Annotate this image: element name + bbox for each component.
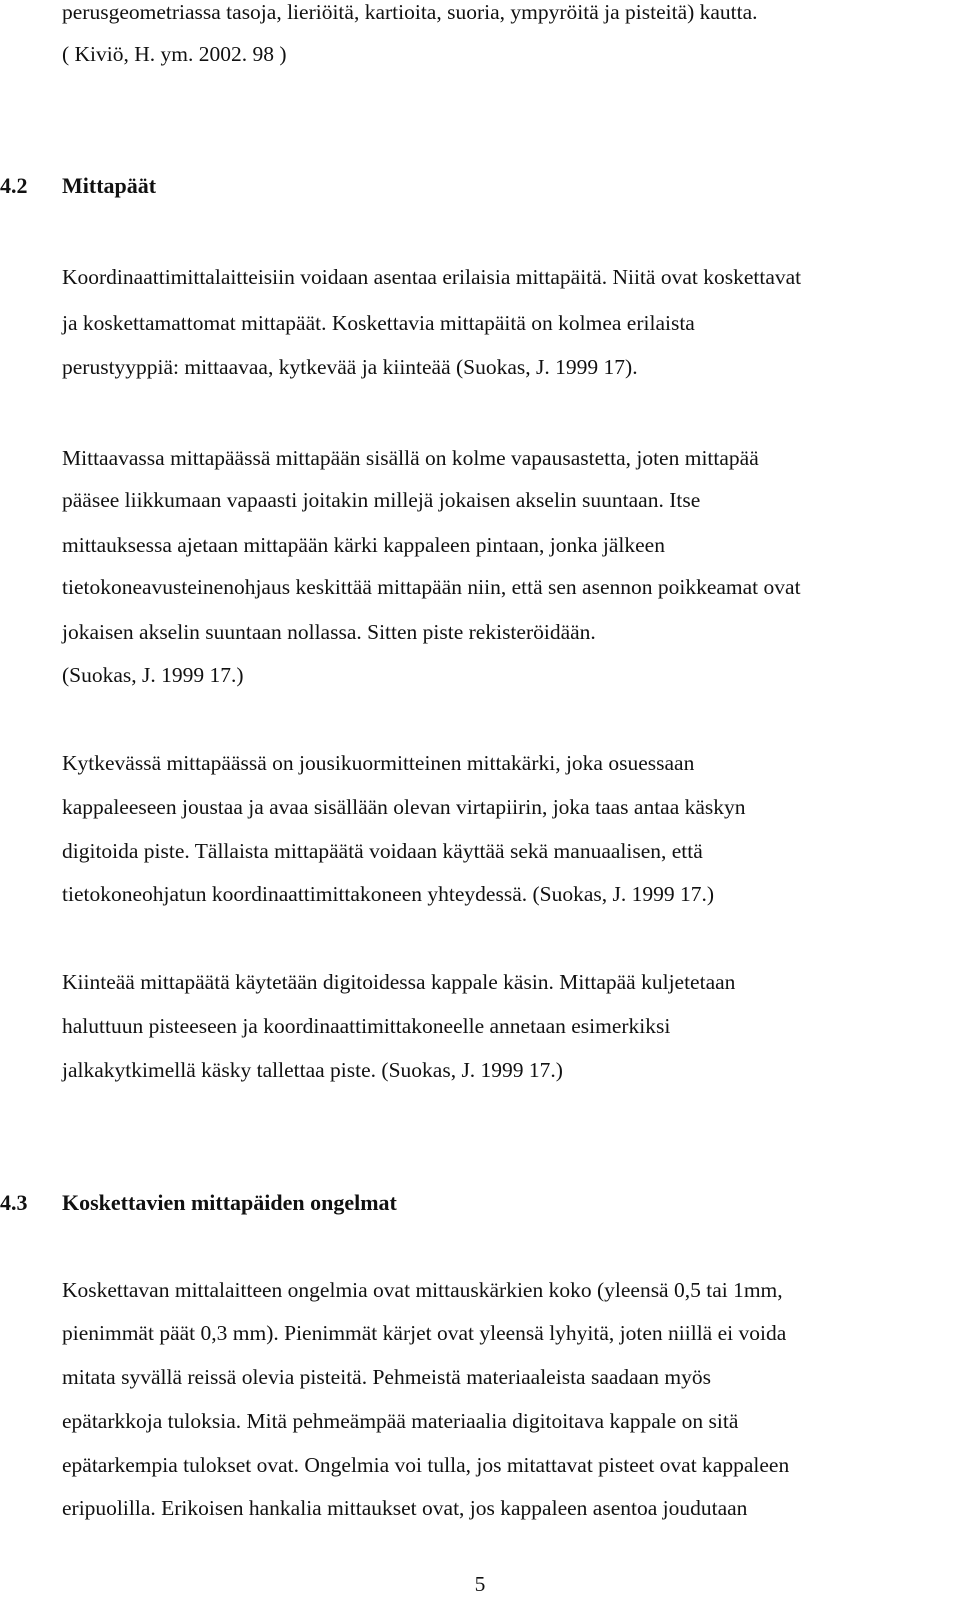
- text-line: Mittaavassa mittapäässä mittapään sisällä on kolme vapausastetta, joten mittapää: [62, 446, 759, 470]
- text-line: pienimmät päät 0,3 mm). Pienimmät kärjet ovat yleensä lyhyitä, joten niillä ei voida: [62, 1321, 787, 1345]
- text-line: Kiinteää mittapäätä käytetään digitoidessa kappale käsin. Mittapää kuljetetaan: [62, 970, 736, 994]
- text-line: (Suokas, J. 1999 17.): [62, 663, 244, 687]
- text-line: tietokoneavusteinenohjaus keskittää mittapään niin, että sen asennon poikkeamat ovat: [62, 575, 801, 599]
- intro-line-1: perusgeometriassa tasoja, lieriöitä, kartioita, suoria, ympyröitä ja pisteitä) kautta.: [62, 0, 758, 24]
- text-line: epätarkempia tulokset ovat. Ongelmia voi tulla, jos mitattavat pisteet ovat kappaleen: [62, 1453, 790, 1477]
- text-line: ja koskettamattomat mittapäät. Koskettavia mittapäitä on kolmea erilaista: [62, 311, 695, 335]
- text-line: Koskettavan mittalaitteen ongelmia ovat mittauskärkien koko (yleensä 0,5 tai 1mm,: [62, 1278, 783, 1302]
- section-title: Koskettavien mittapäiden ongelmat: [62, 1190, 397, 1215]
- section-title: Mittapäät: [62, 173, 157, 198]
- text-line: jokaisen akselin suuntaan nollassa. Sitten piste rekisteröidään.: [62, 620, 596, 644]
- text-line: eripuolilla. Erikoisen hankalia mittaukset ovat, jos kappaleen asentoa joudutaan: [62, 1496, 748, 1520]
- page-number: 5: [474, 1572, 486, 1596]
- text-line: epätarkkoja tuloksia. Mitä pehmeämpää materiaalia digitoitava kappale on sitä: [62, 1409, 739, 1433]
- text-line: perustyyppiä: mittaavaa, kytkevää ja kiinteää (Suokas, J. 1999 17).: [62, 355, 638, 379]
- text-line: Koordinaattimittalaitteisiin voidaan asentaa erilaisia mittapäitä. Niitä ovat koskettavat: [62, 265, 802, 289]
- text-line: mittauksessa ajetaan mittapään kärki kappaleen pintaan, jonka jälkeen: [62, 533, 665, 557]
- text-line: tietokoneohjatun koordinaattimittakoneen yhteydessä. (Suokas, J. 1999 17.): [62, 882, 715, 906]
- text-line: digitoida piste. Tällaista mittapäätä voidaan käyttää sekä manuaalisen, että: [62, 839, 703, 863]
- text-line: Kytkevässä mittapäässä on jousikuormitteinen mittakärki, joka osuessaan: [62, 751, 695, 775]
- text-line: haluttuun pisteeseen ja koordinaattimittakoneelle annetaan esimerkiksi: [62, 1014, 671, 1038]
- intro-line-2: ( Kiviö, H. ym. 2002. 98 ): [62, 42, 287, 66]
- section-number: 4.3: [0, 1190, 28, 1215]
- section-number: 4.2: [0, 173, 28, 198]
- text-line: pääsee liikkumaan vapaasti joitakin millejä jokaisen akselin suuntaan. Itse: [62, 488, 701, 512]
- text-line: mitata syvällä reissä olevia pisteitä. Pehmeistä materiaaleista saadaan myös: [62, 1365, 711, 1389]
- text-line: jalkakytkimellä käsky tallettaa piste. (Suokas, J. 1999 17.): [62, 1058, 563, 1082]
- text-line: kappaleeseen joustaa ja avaa sisällään olevan virtapiirin, joka taas antaa käskyn: [62, 795, 746, 819]
